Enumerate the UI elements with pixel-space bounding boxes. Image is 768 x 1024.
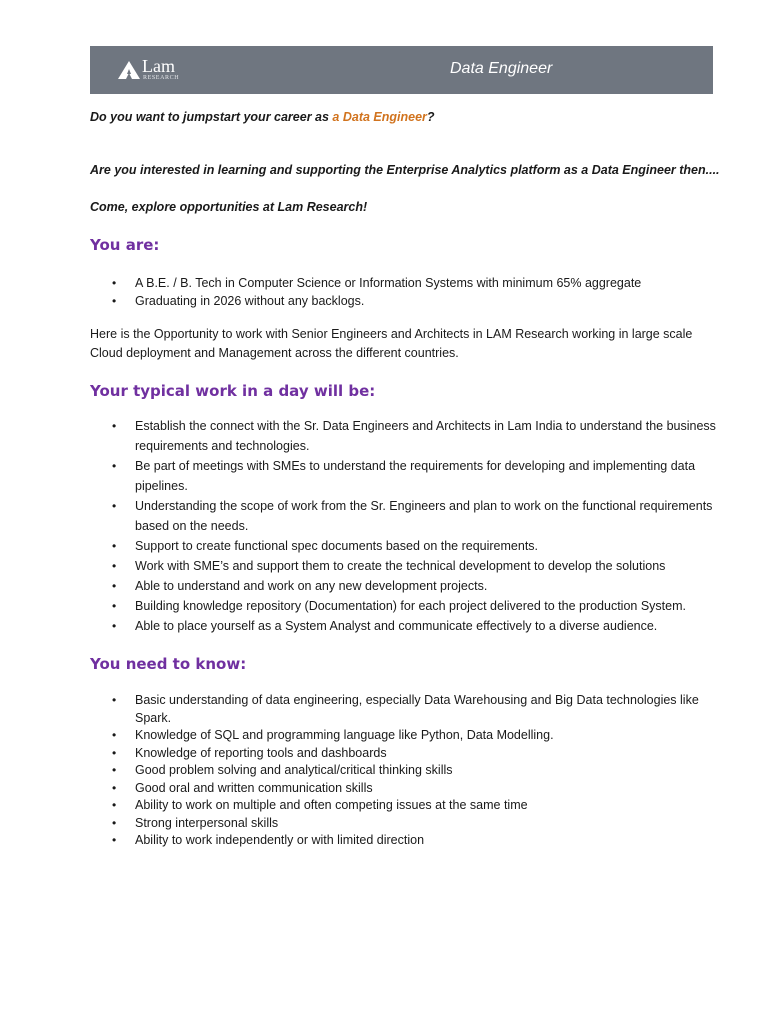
opportunity-paragraph: Here is the Opportunity to work with Senior Engineers and Architects in LAM Research working in large scale Cloud deployment and Management across the different countries.: [90, 327, 693, 360]
intro-explore: Come, explore opportunities at Lam Research!: [90, 200, 368, 214]
list-item: • Knowledge of SQL and programming language like Python, Data Modelling.: [90, 727, 715, 745]
list-item: • Building knowledge repository (Documentation) for each project delivered to the production System.: [90, 596, 735, 616]
logo-wordmark: Lam: [142, 56, 175, 76]
list-item: • Able to place yourself as a System Analyst and communicate effectively to a diverse audience.: [90, 616, 735, 636]
typical-work-heading: Your typical work in a day will be:: [90, 382, 376, 400]
lam-logo-icon: [118, 61, 140, 79]
lam-research-logo: [118, 58, 188, 82]
list-item: • Knowledge of reporting tools and dashboards: [90, 745, 715, 763]
need-to-know-heading: You need to know:: [90, 655, 247, 673]
list-item: • Understanding the scope of work from the Sr. Engineers and plan to work on the functional requirements based on the needs.: [90, 496, 735, 536]
you-are-list: [90, 274, 710, 310]
list-item: • Basic understanding of data engineering, especially Data Warehousing and Big Data technologies like Spark.: [90, 692, 715, 727]
you-are-heading: You are:: [90, 236, 160, 254]
list-item: • Good problem solving and analytical/critical thinking skills: [90, 762, 715, 780]
list-item: • Ability to work independently or with limited direction: [90, 832, 715, 850]
intro-question-start: Do you want to jumpstart your career as: [90, 110, 333, 124]
list-item: • Good oral and written communication skills: [90, 780, 715, 798]
list-item: • Be part of meetings with SMEs to understand the requirements for developing and implementing data pipelines.: [90, 456, 735, 496]
intro-interest: Are you interested in learning and supporting the Enterprise Analytics platform as a Data Engineer then....: [90, 163, 720, 177]
list-item: • A B.E. / B. Tech in Computer Science or Information Systems with minimum 65% aggregate: [90, 274, 710, 292]
list-item: • Graduating in 2026 without any backlogs.: [90, 292, 710, 310]
list-item: • Able to understand and work on any new development projects.: [90, 576, 735, 596]
list-item: • Strong interpersonal skills: [90, 815, 715, 833]
header-banner: [90, 46, 713, 94]
need-to-know-list: [90, 692, 715, 850]
list-item: • Support to create functional spec documents based on the requirements.: [90, 536, 735, 556]
page-title: Data Engineer: [450, 60, 553, 77]
intro-highlight: a Data Engineer: [332, 110, 427, 124]
intro-question: [90, 110, 435, 124]
list-item: • Work with SME’s and support them to create the technical development to develop the solutions: [90, 556, 735, 576]
logo-subtext: RESEARCH: [143, 75, 180, 81]
typical-work-list: [90, 416, 735, 636]
intro-question-end: ?: [426, 110, 435, 124]
list-item: • Ability to work on multiple and often competing issues at the same time: [90, 797, 715, 815]
list-item: • Establish the connect with the Sr. Data Engineers and Architects in Lam India to understand the business requirements and technologies.: [90, 416, 735, 456]
